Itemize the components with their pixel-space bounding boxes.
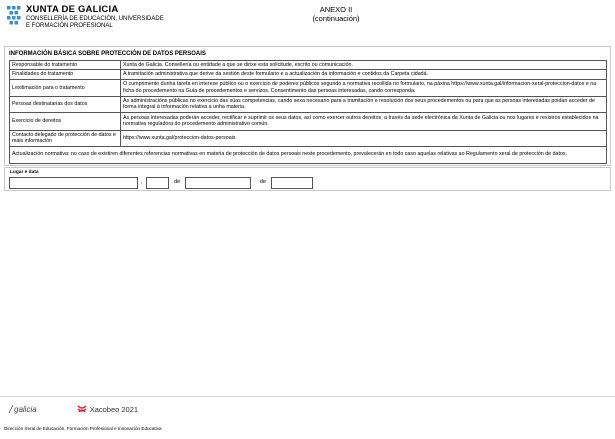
xacobeo-logo xyxy=(77,404,138,414)
xunta-emblem-icon xyxy=(6,5,22,27)
table-row xyxy=(10,61,607,70)
month-input[interactable] xyxy=(185,177,251,189)
xacobeo-star-icon xyxy=(77,404,87,414)
row-value-link[interactable]: https://www.xunta.gal/proteccion-datos-persoais xyxy=(121,130,607,146)
data-protection-section xyxy=(4,46,611,166)
row-label: Lexitimación para o tratamento xyxy=(10,79,121,96)
footer-logos xyxy=(8,402,138,416)
page-header xyxy=(6,4,609,44)
row-label: Persoas destinatarias dos datos xyxy=(10,96,121,112)
table-row xyxy=(10,79,607,96)
table-row xyxy=(10,146,607,163)
table-row xyxy=(10,70,607,79)
section-title: INFORMACIÓN BÁSICA SOBRE PROTECCIÓN DE DATOS PERSOAIS xyxy=(9,51,206,57)
org-name: XUNTA DE GALICIA xyxy=(26,4,119,15)
department-line-1: CONSELLERÍA DE EDUCACIÓN, UNIVERSIDADE xyxy=(26,16,164,22)
table-row xyxy=(10,112,607,130)
row-label: Contacto delegado de protección de datos e máis información xyxy=(10,130,121,146)
row-value: Xunta de Galicia. Consellería ou entidade a que se dirixe esta solicitude, escrito ou comunicación. xyxy=(121,61,607,70)
de-separator-1: de xyxy=(174,179,181,185)
row-value: O cumprimento dunha tarefa en interese público ou o exercicio de poderes públicos segundo a normativa recollida no formulario, na páxina https://www.xunta.gal/informacion-xeral-proteccion-datos e na ficha do procedemento na Guía de procedementos e servizos. Consentimento das persoas interesadas, cando corresponda. xyxy=(121,79,607,96)
annex-title: ANEXO II xyxy=(319,5,353,14)
footer-divider xyxy=(0,396,615,397)
row-value: As persoas interesadas poderán acceder, rectificar e suprimir os seus datos, así como exercer outros dereitos, a través da sede electrónica da Xunta de Galicia ou nos lugares e rexistros establecidos na normativa reguladora do procedemento administrativo común. xyxy=(121,112,607,130)
row-value: As administracións públicas no exercicio das súas competencias, cando sexa necesario para a tramitación e resolución dos seus procedementos ou para que as persoas interesadas poidan acceder de forma integral á información relativa a unha materia. xyxy=(121,96,607,112)
table-row xyxy=(10,96,607,112)
normative-update-note: Actualización normativa: no caso de existiren diferentes referencias normativas en materia de protección de datos persoais neste procedemento, prevalecerán en todo caso aquelas relativas ao Regulamento xeral de protección de datos. xyxy=(10,146,607,163)
day-input[interactable] xyxy=(146,177,169,189)
galicia-logo xyxy=(8,404,37,414)
annex-heading xyxy=(276,5,396,23)
row-value: A tramitación administrativa que derive da xestión deste formulario e a actualización da información e contidos da Carpeta cidadá. xyxy=(121,70,607,79)
data-protection-table xyxy=(9,60,607,164)
footer-directorate: Dirección Xeral de Educación, Formación Profesional e Innovación Educativa xyxy=(4,426,162,431)
xunta-logo xyxy=(6,4,164,30)
row-label: Finalidades do tratamento xyxy=(10,70,121,79)
place-input[interactable] xyxy=(9,177,138,189)
annex-subtitle: (continuación) xyxy=(312,14,360,23)
de-separator-2: de xyxy=(260,179,267,185)
row-label: Exercicio de dereitos xyxy=(10,112,121,130)
department-line-2: E FORMACIÓN PROFESIONAL xyxy=(26,23,113,30)
galicia-logo-text: galicia xyxy=(14,404,37,414)
place-date-section xyxy=(4,167,611,191)
row-label: Responsable do tratamento xyxy=(10,61,121,70)
table-row xyxy=(10,130,607,146)
year-input[interactable] xyxy=(271,177,313,189)
place-date-label: Lugar e data xyxy=(10,170,39,175)
xacobeo-text: Xacobeo 2021 xyxy=(89,404,139,414)
comma-separator: , xyxy=(141,179,143,185)
